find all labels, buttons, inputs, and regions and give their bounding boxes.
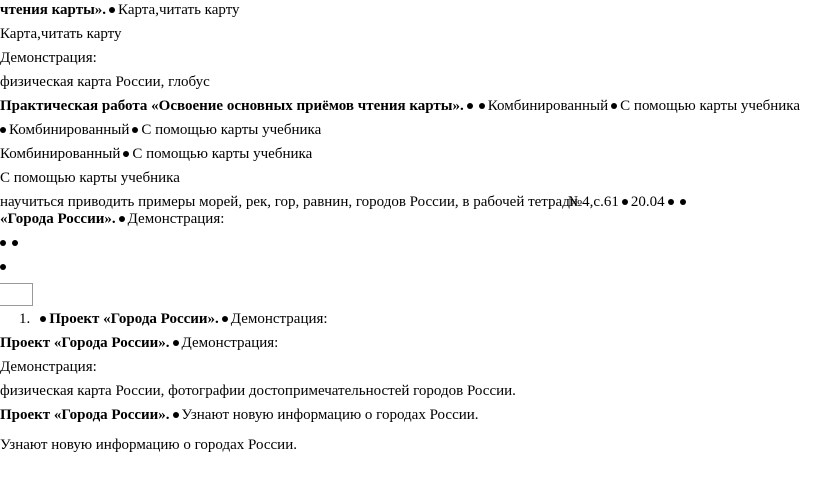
lesson-method: С помощью карты учебника	[620, 98, 801, 114]
line-11	[0, 234, 21, 252]
bullet-icon	[611, 103, 617, 109]
line-2	[0, 25, 122, 43]
bullet-icon	[40, 316, 46, 322]
project-title: Проект «Города России».	[49, 311, 219, 327]
bullet-icon	[132, 127, 138, 133]
project-title: «Города России».	[0, 211, 116, 227]
line-4	[0, 73, 210, 91]
bullet-icon	[119, 216, 125, 222]
line-17	[0, 406, 479, 424]
lesson-outcome: Узнают новую информацию о городах России.	[181, 407, 479, 423]
bullet-icon	[668, 199, 674, 205]
line-5	[0, 97, 800, 115]
line-3	[0, 49, 97, 67]
bullet-icon	[12, 240, 18, 246]
lesson-type: Комбинированный	[0, 146, 121, 162]
line-18	[0, 436, 297, 454]
line-12	[0, 258, 9, 276]
bullet-icon	[222, 316, 228, 322]
line-10	[0, 210, 224, 228]
lesson-topic-fragment: чтения карты».	[0, 2, 107, 18]
lesson-outcome: Узнают новую информацию о городах России.	[0, 437, 297, 453]
bullet-icon	[680, 199, 686, 205]
bullet-icon	[0, 127, 6, 133]
lesson-goal: научиться приводить примеры морей, рек, гор, равнин, городов России, в рабочей тетради	[0, 194, 578, 210]
demo-materials: физическая карта России, глобус	[0, 74, 210, 90]
bullet-icon	[622, 199, 628, 205]
lesson-date: 20.04	[630, 194, 665, 210]
line-15	[0, 358, 97, 376]
line-6	[0, 121, 321, 139]
lesson-method: С помощью карты учебника	[141, 122, 322, 138]
demo-materials: физическая карта России, фотографии достопримечательностей городов России.	[0, 383, 516, 399]
bullet-icon	[173, 412, 179, 418]
line-1	[0, 1, 240, 19]
line-9	[0, 193, 689, 211]
bullet-icon	[479, 103, 485, 109]
bullet-icon	[109, 7, 115, 13]
project-title: Проект «Города России».	[0, 407, 170, 423]
lesson-type: Комбинированный	[9, 122, 130, 138]
project-title: Проект «Города России».	[0, 335, 170, 351]
practical-work-title: Практическая работа «Освоение основных приёмов чтения карты».	[0, 98, 464, 114]
lesson-type: Комбинированный	[487, 98, 609, 114]
lesson-method: С помощью карты учебника	[132, 146, 313, 162]
bullet-icon	[467, 103, 473, 109]
demo-label: Демонстрация:	[0, 359, 97, 375]
bullet-icon	[0, 240, 6, 246]
workbook-reference: №4,с.61	[567, 194, 619, 210]
bullet-icon	[0, 264, 6, 270]
bullet-icon	[173, 340, 179, 346]
demo-label: Демонстрация:	[0, 50, 97, 66]
lesson-skill: Карта,читать карту	[0, 26, 122, 42]
demo-label: Демонстрация:	[127, 211, 225, 227]
line-7	[0, 145, 312, 163]
lesson-method: С помощью карты учебника	[0, 170, 180, 186]
lesson-skill: Карта,читать карту	[118, 2, 240, 18]
demo-label: Демонстрация:	[181, 335, 279, 351]
empty-cell	[0, 283, 33, 306]
list-number: 1.	[19, 311, 31, 327]
line-14	[0, 334, 278, 352]
bullet-icon	[123, 151, 129, 157]
line-13	[19, 310, 328, 328]
demo-label: Демонстрация:	[230, 311, 328, 327]
line-16	[0, 382, 516, 400]
line-8	[0, 169, 180, 187]
